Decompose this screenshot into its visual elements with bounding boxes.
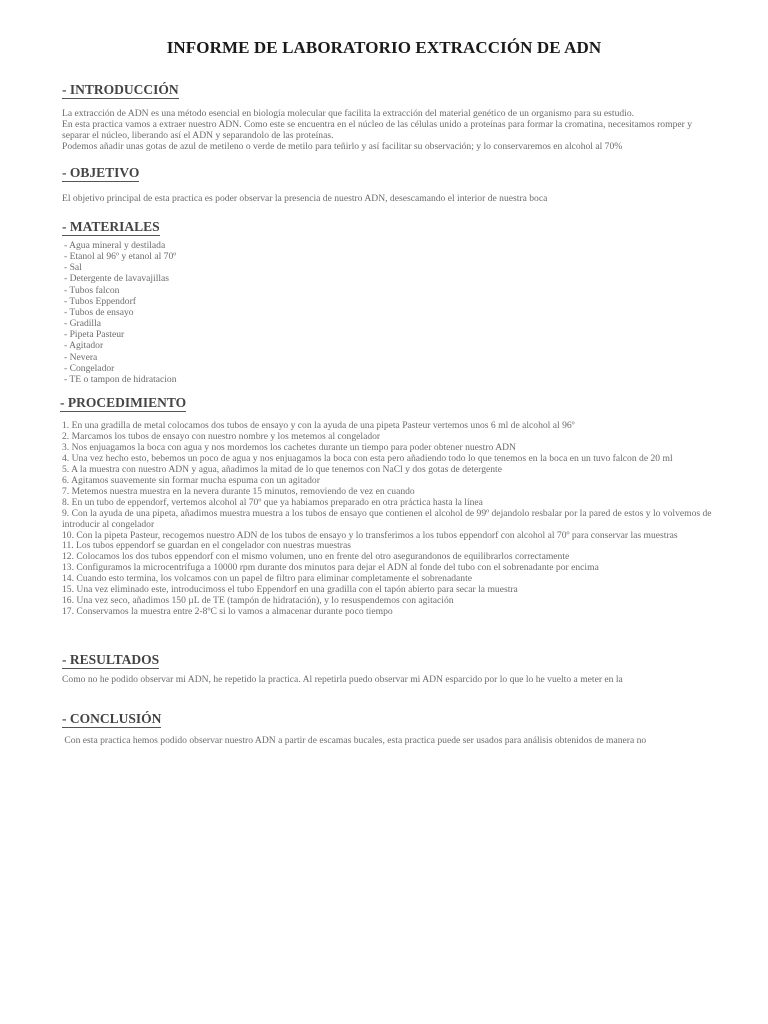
introduccion-text: [62, 109, 722, 153]
list-item: - Sal: [64, 262, 82, 274]
step-item: 17. Conservamos la muestra entre 2-8ºC si lo vamos a almacenar durante poco tiempo: [62, 606, 393, 618]
step-item: 1. En una gradilla de metal colocamos dos tubos de ensayo y con la ayuda de una pipeta Pasteur vertemos unos 6 ml de alcohol al 96º: [62, 420, 575, 431]
step-item: 10. Con la pipeta Pasteur, recogemos nuestro ADN de los tubos de ensayo y lo transferimos a los tubos eppendorf con alcohol al 70º para conservar las muestras: [62, 529, 678, 541]
list-item: - TE o tampon de hidratacion: [64, 373, 177, 385]
step-item: 8. En un tubo de eppendorf, vertemos alcohol al 70º que ya habiamos preparado en otra práctica hasta la línea: [62, 496, 483, 508]
objetivo-text: [62, 194, 722, 205]
objetivo-line: El objetivo principal de esta practica es poder observar la presencia de nuestro ADN, desescamando el interior de nuestra boca: [62, 193, 548, 204]
list-item: - Etanol al 96º y etanol al 70º: [64, 251, 177, 263]
list-item: - Agitador: [64, 340, 104, 352]
list-item: - Tubos Eppendorf: [64, 295, 136, 307]
heading-procedimiento: - PROCEDIMIENTO: [60, 395, 187, 410]
resultados-text: [62, 675, 722, 686]
materiales-list: [64, 240, 724, 385]
heading-materiales: - MATERIALES: [62, 219, 160, 234]
heading-introduccion: - INTRODUCCIÓN: [62, 82, 179, 97]
step-item: 4. Una vez hecho esto, bebemos un poco de agua y nos enjuagamos la boca con esta pero añadiendo todo lo que tenemos en la boca en un tuvo falcon de 20 ml: [62, 452, 673, 464]
step-item: 3. Nos enjuagamos la boca con agua y nos mordemos los cachetes durante un tiempo para poder obtener nuestro ADN: [62, 441, 516, 453]
list-item: - Tubos falcon: [64, 284, 120, 296]
step-item: 5. A la muestra con nuestro ADN y agua, añadimos la mitad de lo que tenemos con NaCl y dos gotas de detergente: [62, 463, 502, 475]
list-item: - Congelador: [64, 362, 115, 374]
heading-objetivo: - OBJETIVO: [62, 165, 140, 180]
page-title: INFORME DE LABORATORIO EXTRACCIÓN DE ADN: [166, 38, 602, 57]
step-item: 16. Una vez seco, añadimos 150 µL de TE (tampón de hidratación), y lo resuspendemos con agitación: [62, 595, 454, 607]
step-item: 12. Colocamos los dos tubos eppendorf con el mismo volumen, uno en frente del otro asegurandonos de equilibrarlos correctamente: [62, 551, 570, 563]
conclusion-text: [62, 736, 722, 747]
list-item: - Detergente de lavavajillas: [64, 273, 170, 285]
heading-conclusion: - CONCLUSIÓN: [62, 711, 162, 726]
step-item: 14. Cuando esto termina, los volcamos con un papel de filtro para eliminar completamente el sobrenadante: [62, 573, 473, 585]
step-item: 11. Los tubos eppendorf se guardan en el congelador con nuestras muestras: [62, 540, 351, 552]
introduccion-line: Podemos añadir unas gotas de azul de metileno o verde de metilo para teñirlo y así facilitar su observación; y lo conservaremos en alcohol al 70%: [62, 140, 623, 152]
list-item: - Tubos de ensayo: [64, 306, 134, 318]
step-item: 13. Configuramos la microcentrífuga a 10000 rpm durante dos minutos para dejar el ADN al fonde del tubo con el sobrenadante por encima: [62, 562, 599, 574]
list-item: - Gradilla: [64, 318, 102, 330]
heading-resultados: - RESULTADOS: [62, 652, 160, 667]
introduccion-line: La extracción de ADN es una método esencial en biología molecular que facilita la extracción del material genético de un organismo para su estudio.: [62, 108, 635, 119]
step-item: 6. Agitamos suavemente sin formar mucha espuma con un agitador: [62, 474, 320, 486]
list-item: - Nevera: [64, 351, 98, 363]
introduccion-line: En esta practica vamos a extraer nuestro ADN. Como este se encuentra en el núcleo de las células unido a proteínas para formar la cromatina, necesitamos romper y separar el núcleo, liberando así el ADN y separandolo de las proteínas.: [62, 118, 693, 141]
list-item: - Pipeta Pasteur: [64, 329, 125, 341]
procedimiento-steps: [62, 421, 712, 618]
list-item: - Agua mineral y destilada: [64, 240, 166, 251]
step-item: 15. Una vez eliminado este, introducimoss el tubo Eppendorf en una gradilla con el tapón abierto para secar la muestra: [62, 584, 518, 596]
step-item: 9. Con la ayuda de una pipeta, añadimos muestra muestra a los tubos de ensayo que contienen el alcohol de 99º dejandolo resbalar por la pared de estos y lo volvemos de introducir al congelador: [62, 507, 712, 530]
step-item: 2. Marcamos los tubos de ensayo con nuestro nombre y los metemos al congelador: [62, 430, 381, 442]
resultados-line: Como no he podido observar mi ADN, he repetido la practica. Al repetirla puedo observar mi ADN esparcido por lo que lo he vuelto a meter en la: [62, 674, 623, 685]
conclusion-line: Con esta practica hemos podido observar nuestro ADN a partir de escamas bucales, esta practica puede ser usados para análisis obtenidos de manera no: [62, 735, 647, 746]
step-item: 7. Metemos nuestra muestra en la nevera durante 15 minutos, removiendo de vez en cuando: [62, 485, 415, 497]
